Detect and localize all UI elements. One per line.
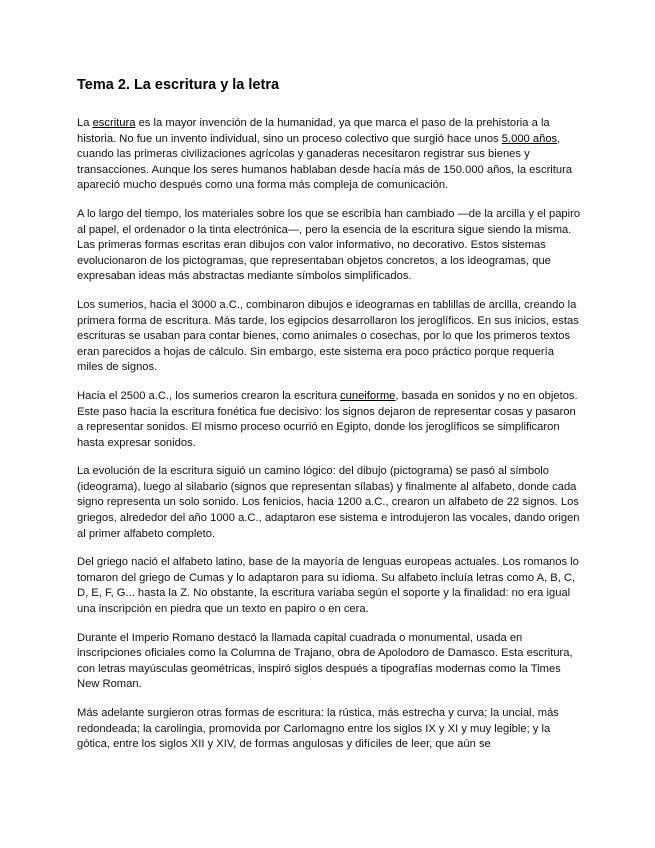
term-5000-anos-link[interactable]: 5.000 años: [501, 132, 558, 145]
paragraph-4: [77, 389, 582, 451]
paragraph-7: [77, 631, 582, 693]
text-run: Más adelante surgieron otras formas de escritura: la rústica, más estrecha y curva; la uncial, más redondeada; la carolingia, promovida por Carlomagno entre los siglos IX y XI y muy legible; y la gótica, entre los siglos XII y XIV, de formas angulosas y difíciles de leer, que aún se: [77, 707, 559, 751]
text-run: La: [77, 117, 93, 129]
term-cuneiforme-link[interactable]: cuneiforme: [340, 389, 396, 402]
paragraph-6: [77, 555, 582, 617]
text-run: es la mayor invención de la humanidad, ya que marca el paso de la prehistoria a la historia. No fue un invento individual, sino un proceso colectivo que surgió hace unos: [77, 117, 550, 145]
text-run: Del griego nació el alfabeto latino, base de la mayoría de lenguas europeas actuales. Los romanos lo tomaron del griego de Cumas y lo adaptaron para su idioma. Su alfabeto incluía letras como A, B, C, D, E, F, G... hasta la Z. No obstante, la escritura variaba según el soporte y la finalidad: no era igual una inscripción en piedra que un texto en papiro o en cera.: [77, 556, 579, 616]
paragraph-2: [77, 207, 582, 285]
document-body: [77, 76, 582, 766]
text-run: A lo largo del tiempo, los materiales sobre los que se escribía han cambiado —de la arcilla y el papiro al papel, el ordenador o la tinta electrónica—, pero la esencia de la escritura sigue siendo la misma. Las primeras formas escritas eran dibujos con valor informativo, no decorativo. Estos sistemas evolucionaron de los pictogramas, que representaban objetos concretos, a los ideogramas, que expresaban ideas más abstractas mediante símbolos simplificados.: [77, 207, 581, 283]
paragraph-3: [77, 298, 582, 376]
text-run: , cuando las primeras civilizaciones agrícolas y ganaderas necesitaron registrar sus bienes y transacciones. Aunque los seres humanos hablaban desde hacía más de 150.000 años, la escritura apareció mucho después como una forma más compleja de comunicación.: [77, 132, 573, 192]
text-run: La evolución de la escritura siguió un camino lógico: del dibujo (pictograma) se pasó al símbolo (ideograma), luego al silabario (signos que representan sílabas) y finalmente al alfabeto, donde cada signo representa un solo sonido. Los fenicios, hacia 1200 a.C., crearon un alfabeto de 22 signos. Los griegos, alrededor del año 1000 a.C., adaptaron ese sistema e introdujeron las vocales, dando origen al primer alfabeto completo.: [77, 465, 580, 540]
page-title: Tema 2. La escritura y la letra: [77, 77, 280, 93]
paragraph-1: [77, 116, 582, 194]
text-run: Los sumerios, hacia el 3000 a.C., combinaron dibujos e ideogramas en tablillas de arcilla, creando la primera forma de escritura. Más tarde, los egipcios desarrollaron los jeroglíficos. En sus inicios, estas escrituras se usaban para contar bienes, como animales o cosechas, por lo que los primeros textos eran parecidos a hojas de cálculo. Sin embargo, este sistema era poco práctico porque requería miles de signos.: [77, 298, 579, 374]
text-run: Hacia el 2500 a.C., los sumerios crearon la escritura: [77, 389, 341, 402]
term-escritura-link[interactable]: escritura: [92, 117, 136, 129]
text-run: Durante el Imperio Romano destacó la llamada capital cuadrada o monumental, usada en inscripciones oficiales como la Columna de Trajano, obra de Apolodoro de Damasco. Esta escritura, con letras mayúsculas geométricas, inspiró siglos después a tipografías modernas como la Times New Roman.: [77, 631, 573, 691]
paragraph-8: [77, 706, 582, 753]
text-run: , basada en sonidos y no en objetos. Este paso hacia la escritura fonética fue decisivo: los signos dejaron de representar cosas y pasaron a representar sonidos. El mismo proceso ocurrió en Egipto, donde los jeroglíficos se simplificaron hasta expresar sonidos.: [77, 389, 578, 449]
paragraph-5: [77, 464, 582, 542]
